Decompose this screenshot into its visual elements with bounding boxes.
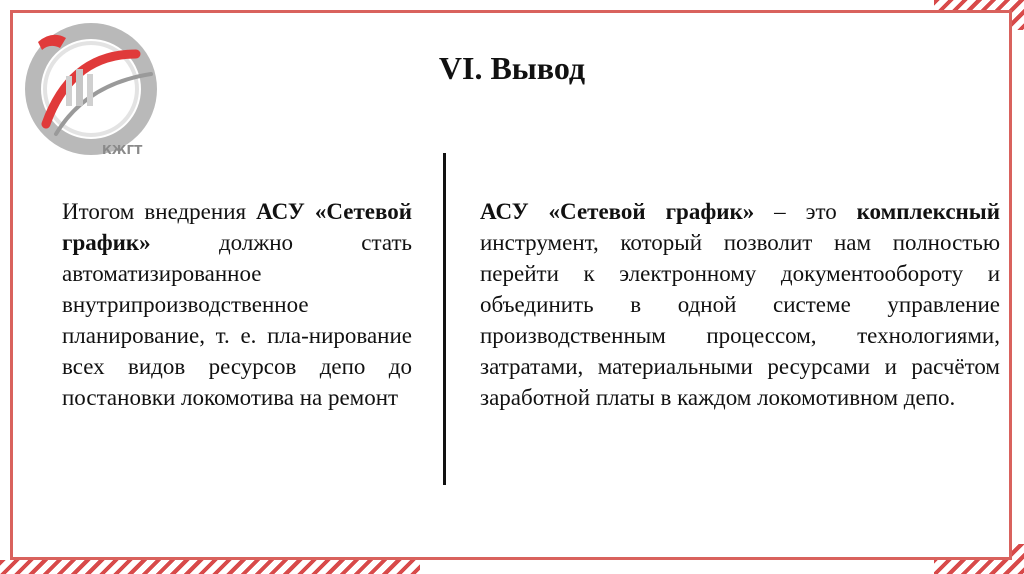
decorative-stripes-bottom-left (0, 560, 420, 574)
left-text-bold: АСУ «Сетевой график» (62, 199, 412, 255)
column-divider (443, 153, 446, 485)
logo-brand-text: КЖГТ (102, 143, 143, 157)
right-text-part1: – это (754, 199, 857, 224)
left-paragraph (62, 196, 412, 413)
right-text-bold1: АСУ «Сетевой график» (480, 199, 755, 224)
right-text-part2: инструмент, который позволит нам полностью перейти к электронному документообороту и объединить в одной системе управление производственным процессом, технологиями, затратами, материальными ресурсами и расчётом заработной платы в каждом локомотивном депо. (480, 230, 1000, 410)
left-text-part1: Итогом внедрения (62, 199, 257, 224)
left-text-part2: должно стать автоматизированное внутрипроизводственное планирование, т. е. пла-нирование всех видов ресурсов депо до постановки локомотива на ремонт (62, 230, 412, 410)
slide-title: VI. Вывод (438, 50, 586, 86)
right-paragraph (480, 196, 1000, 413)
right-text-bold2: комплексный (856, 199, 1000, 224)
kzhgt-logo-icon (16, 14, 166, 164)
